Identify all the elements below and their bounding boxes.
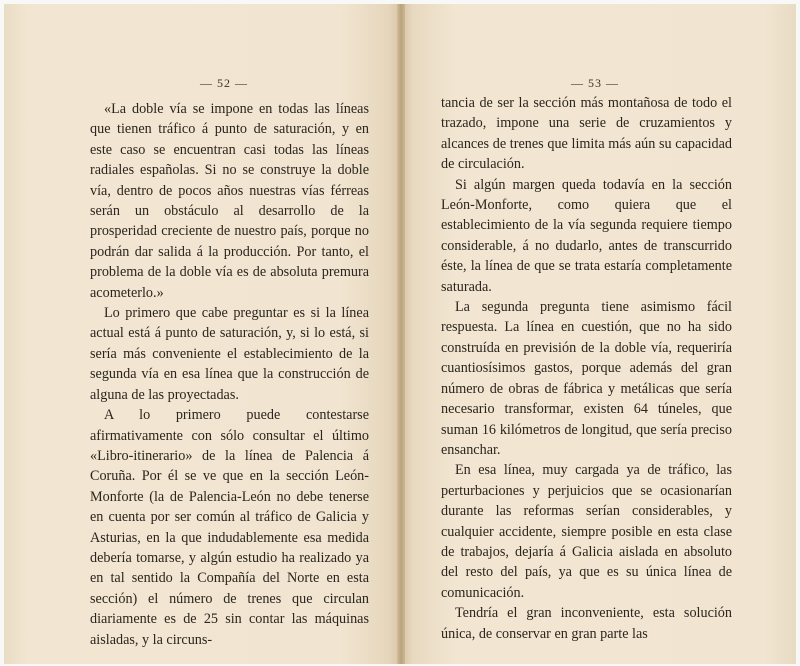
book-gutter [397, 4, 405, 664]
paragraph: Tendría el gran inconveniente, esta solución única, de conservar en gran parte las [441, 605, 732, 642]
right-page-number: — 53 — [571, 76, 619, 90]
right-page-text [441, 93, 732, 644]
left-page-text [90, 99, 369, 650]
paragraph: La segunda pregunta tiene asimismo fácil respuesta. La línea en cuestión, que no ha sido construída en previsión de la doble vía, requeriría cuantiosísimos gastos, porque además del gran número de obras de fábrica y metálicas que sería necesario transformar, existen 64 túneles, que suman 16 kilómetros de longitud, que sería preciso ensanchar. [441, 299, 732, 458]
left-page-number: — 52 — [200, 76, 248, 90]
right-page [401, 4, 796, 664]
paragraph: Lo primero que cabe preguntar es si la línea actual está á punto de saturación, y, si lo está, si sería más conveniente el establecimiento de la segunda vía en esa línea que la construcción de alguna de las proyectadas. [90, 305, 369, 403]
paragraph: En esa línea, muy cargada ya de tráfico, las perturbaciones y perjuicios que se ocasionarían durante las reformas serían considerables, y cualquier accidente, siempre posible en esta clase de trabajos, dejaría á Galicia aislada en absoluto del resto del país, ya que es su única línea de comunicación. [441, 462, 732, 601]
left-page [4, 4, 401, 664]
paragraph: Si algún margen queda todavía en la sección León-Monforte, como quiera que el establecimiento de la vía segunda requiere tiempo considerable, á no dudarlo, antes de transcurrido éste, la línea de que se trata estaría completamente saturada. [441, 176, 732, 295]
paragraph: «La doble vía se impone en todas las líneas que tienen tráfico á punto de saturación, y en este caso se encuentran casi todas las líneas radiales españolas. Si no se construye la doble vía, dentro de pocos años nuestras vías férreas serán un obstáculo al desarrollo de la prosperidad creciente de nuestro país, porque no podrán dar salida á la producción. Por tanto, el problema de la doble vía es de absoluta premura acometerlo.» [90, 101, 369, 301]
paragraph: A lo primero puede contestarse afirmativamente con sólo consultar el último «Libro-itinerario» de la línea de Palencia á Coruña. Por él se ve que en la sección León-Monforte (la de Palencia-León no debe tenerse en cuenta por ser común al tráfico de Galicia y Asturias, en la que indudablemente esa medida debería tomarse, y algún estudio ha realizado ya en tal sentido la Compañía del Norte en esta sección) el número de trenes que circulan diariamente es de 25 sin contar las máquinas aisladas, y la circuns- [90, 407, 369, 648]
paragraph: tancia de ser la sección más montañosa de todo el trazado, impone una serie de cruzamientos y alcances de trenes que limita más aún su capacidad de circulación. [441, 95, 732, 173]
